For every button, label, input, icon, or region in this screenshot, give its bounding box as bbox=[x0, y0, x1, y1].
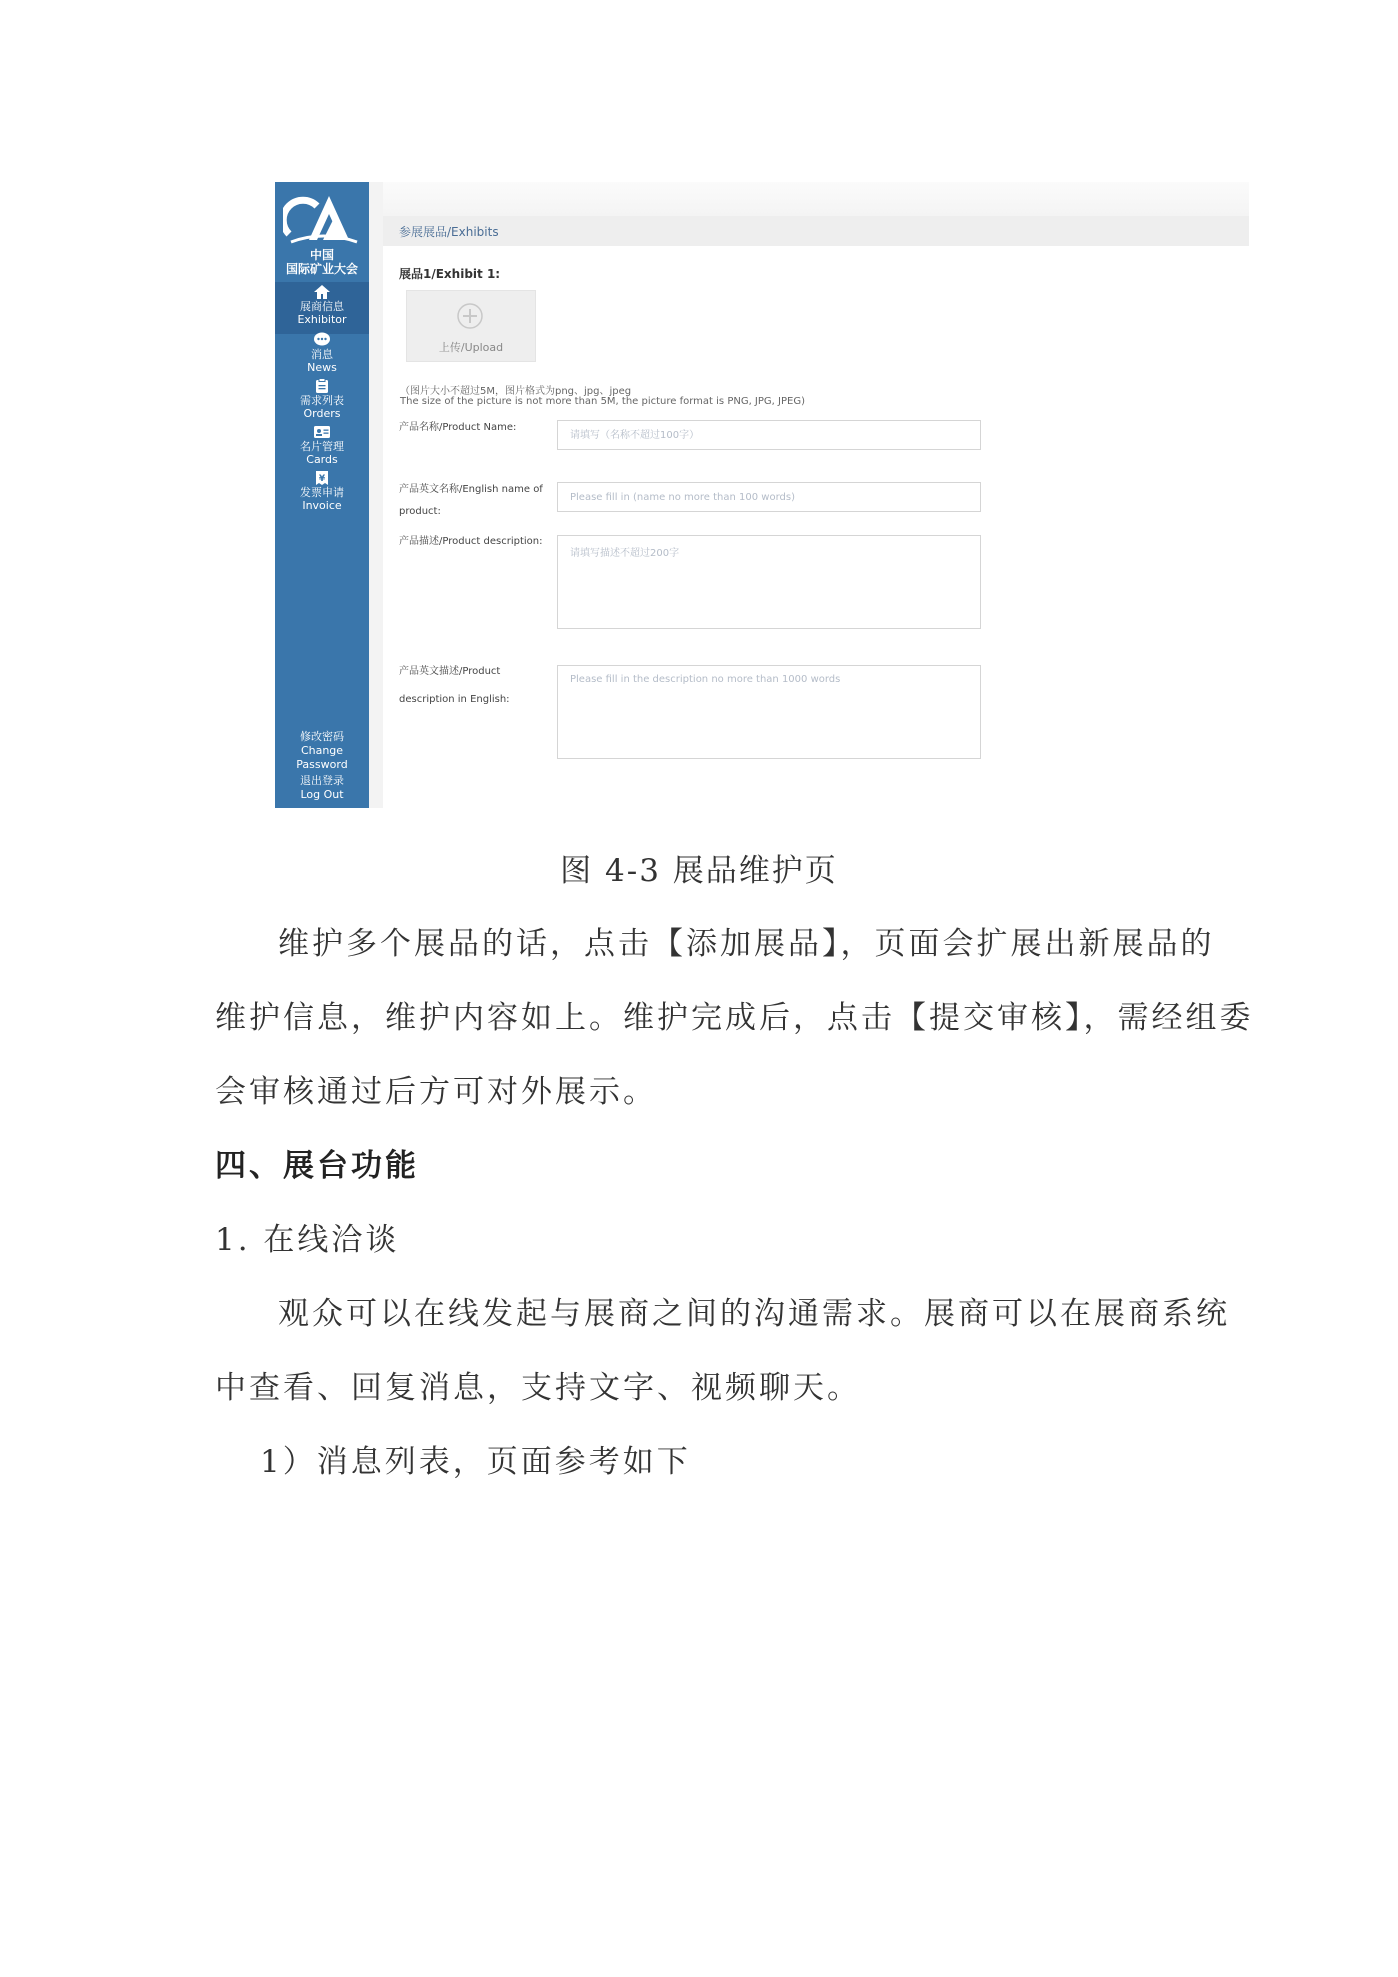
english-name-label: 产品英文名称/English name of bbox=[399, 484, 543, 495]
tab-exhibits[interactable]: 参展展品/Exhibits bbox=[399, 225, 499, 239]
english-desc-label: 产品英文描述/Product bbox=[399, 666, 501, 677]
sidebar-item-exhibitor[interactable] bbox=[275, 282, 369, 334]
description-label: 产品描述/Product description: bbox=[399, 536, 543, 547]
brand-line-1: 中国 bbox=[309, 248, 334, 262]
paragraph-2-line-2: 中查看、回复消息，支持文字、视频聊天。 bbox=[215, 1370, 861, 1406]
upload-button[interactable] bbox=[406, 290, 536, 362]
sidebar-item-label: 展商信息 bbox=[300, 300, 344, 313]
sidebar-item-label-en: Invoice bbox=[302, 499, 342, 512]
content-gutter bbox=[369, 182, 383, 808]
svg-text:¥: ¥ bbox=[318, 474, 326, 484]
sidebar-item-label: 需求列表 bbox=[300, 394, 344, 407]
logout-cn: 退出登录 bbox=[300, 774, 344, 787]
paragraph-1-line-2: 维护信息，维护内容如上。维护完成后，点击【提交审核】，需经组委 bbox=[215, 1000, 1254, 1036]
plus-circle-icon bbox=[457, 303, 483, 329]
picture-hint-en: The size of the picture is not more than 5M, the picture format is PNG, JPG, JPEG) bbox=[400, 396, 805, 407]
card-icon bbox=[313, 424, 331, 440]
change-password-link[interactable] bbox=[275, 730, 369, 772]
exhibit-title: 展品1/Exhibit 1: bbox=[399, 267, 501, 281]
description-textarea[interactable]: 请填写描述不超过200字 bbox=[557, 535, 981, 629]
sidebar-item-news[interactable] bbox=[275, 332, 369, 378]
change-password-cn: 修改密码 bbox=[300, 730, 344, 743]
sidebar-item-invoice[interactable] bbox=[275, 470, 369, 516]
sidebar-item-label: 名片管理 bbox=[300, 440, 344, 453]
paragraph-2-line-1: 观众可以在线发起与展商之间的沟通需求。展商可以在展商系统 bbox=[278, 1296, 1230, 1332]
sidebar-item-label: 消息 bbox=[311, 348, 333, 361]
top-strip bbox=[383, 182, 1249, 216]
paragraph-1-line-3: 会审核通过后方可对外展示。 bbox=[215, 1074, 657, 1110]
invoice-icon bbox=[313, 470, 331, 486]
picture-hint-cn: （图片大小不超过5M，图片格式为png、jpg、jpeg bbox=[400, 386, 632, 397]
list-item-1: 1）消息列表，页面参考如下 bbox=[260, 1444, 691, 1480]
section-heading: 四、展台功能 bbox=[215, 1148, 419, 1184]
product-name-input[interactable]: 请填写（名称不超过100字） bbox=[557, 420, 981, 450]
sidebar-item-label-en: News bbox=[307, 361, 337, 374]
english-name-label-2: product: bbox=[399, 506, 441, 517]
sidebar bbox=[275, 182, 369, 808]
product-name-label: 产品名称/Product Name: bbox=[399, 422, 517, 433]
clipboard-icon bbox=[313, 378, 331, 394]
home-icon bbox=[313, 284, 331, 300]
tab-bar bbox=[383, 216, 1249, 246]
sidebar-item-label-en: Cards bbox=[306, 453, 338, 466]
sidebar-item-label-en: Orders bbox=[303, 407, 341, 420]
logo-icon bbox=[283, 190, 361, 250]
logout-link[interactable] bbox=[275, 774, 369, 802]
change-password-en2: Password bbox=[296, 758, 348, 771]
upload-label: 上传/Upload bbox=[438, 341, 504, 354]
logout-en: Log Out bbox=[300, 788, 344, 801]
paragraph-1-line-1: 维护多个展品的话，点击【添加展品】，页面会扩展出新展品的 bbox=[278, 926, 1215, 962]
figure-caption: 图 4-3 展品维护页 bbox=[560, 853, 838, 889]
brand-line-2: 国际矿业大会 bbox=[285, 262, 358, 276]
english-desc-textarea[interactable]: Please fill in the description no more than 1000 words bbox=[557, 665, 981, 759]
sidebar-item-cards[interactable] bbox=[275, 424, 369, 470]
sidebar-item-label: 发票申请 bbox=[300, 486, 344, 499]
change-password-en1: Change bbox=[300, 744, 344, 757]
chat-icon bbox=[313, 332, 331, 348]
sidebar-item-orders[interactable] bbox=[275, 378, 369, 424]
english-name-input[interactable]: Please fill in (name no more than 100 words) bbox=[557, 482, 981, 512]
subsection-heading: 1. 在线洽谈 bbox=[215, 1222, 400, 1258]
main-content bbox=[369, 182, 1249, 808]
english-desc-label-2: description in English: bbox=[399, 694, 510, 705]
exhibit-page-screenshot bbox=[275, 182, 1249, 808]
sidebar-item-label-en: Exhibitor bbox=[297, 313, 347, 326]
